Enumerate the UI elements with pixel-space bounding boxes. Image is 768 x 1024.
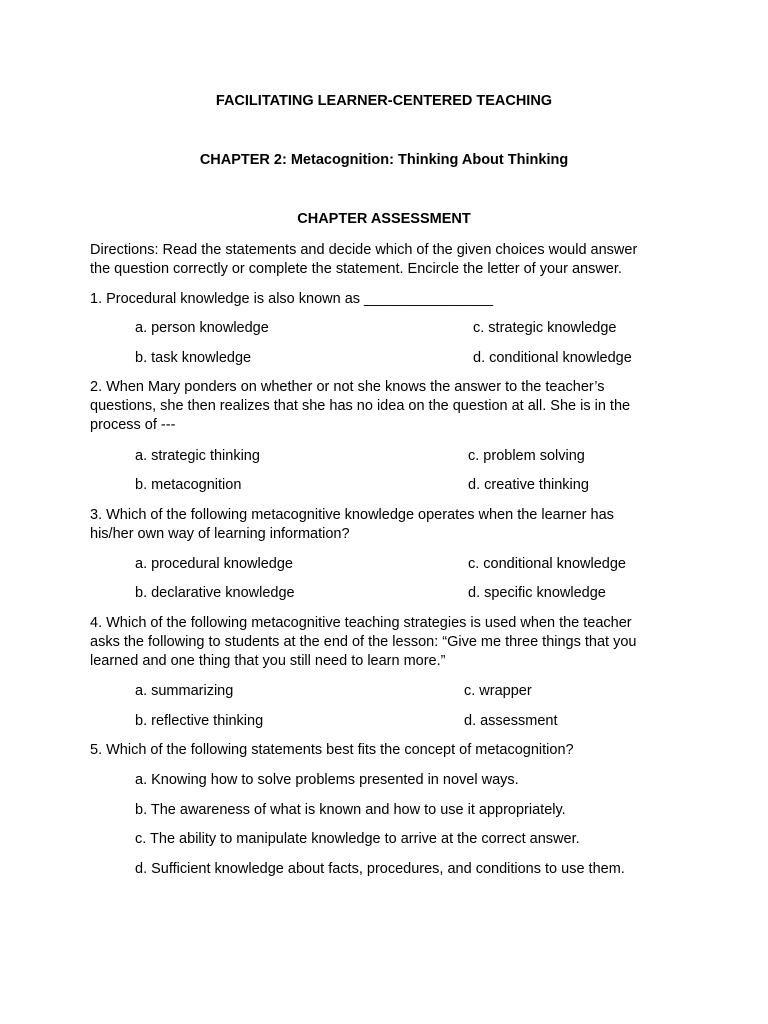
question-2-stem [90,378,690,435]
question-4-choice-d: d. assessment [464,713,558,729]
question-stem-line: questions, she then realizes that she has no idea on the question at all. She is in the [90,398,631,414]
question-stem-line: 3. Which of the following metacognitive knowledge operates when the learner has [90,507,614,523]
question-4-stem [90,614,690,671]
question-1-stem [90,290,690,309]
question-3-choice-a: a. procedural knowledge [135,556,293,572]
question-3-choice-d: d. specific knowledge [468,585,606,601]
question-stem-line: his/her own way of learning information? [90,526,350,542]
question-stem-line: 2. When Mary ponders on whether or not she knows the answer to the teacher’s [90,379,605,395]
question-stem-line: 4. Which of the following metacognitive teaching strategies is used when the teacher [90,615,632,631]
question-3-choice-b: b. declarative knowledge [135,585,295,601]
question-2-choice-c: c. problem solving [468,448,585,464]
question-1-choice-c: c. strategic knowledge [473,320,617,336]
question-1-choice-d: d. conditional knowledge [473,350,632,366]
question-2-choice-b: b. metacognition [135,477,242,493]
question-3-choice-c: c. conditional knowledge [468,556,626,572]
assessment-title: CHAPTER ASSESSMENT [297,211,471,227]
chapter-title: CHAPTER 2: Metacognition: Thinking About Thinking [199,152,569,168]
question-4-choice-c: c. wrapper [464,683,532,699]
question-2-choice-a: a. strategic thinking [135,448,260,464]
question-stem-line: process of --- [90,417,176,433]
question-3-stem [90,506,690,544]
question-1-choice-a: a. person knowledge [135,320,269,336]
directions [90,241,690,279]
question-4-choice-b: b. reflective thinking [135,713,264,729]
directions-line: the question correctly or complete the statement. Encircle the letter of your answer. [90,261,622,277]
question-stem-line: learned and one thing that you still need to learn more.” [90,653,446,669]
question-5-choice-c: c. The ability to manipulate knowledge to arrive at the correct answer. [135,831,580,847]
question-stem-line: asks the following to students at the end of the lesson: “Give me three things that you [90,634,637,650]
course-title: FACILITATING LEARNER-CENTERED TEACHING [215,93,553,109]
question-stem-line: 1. Procedural knowledge is also known as ________________ [90,291,494,307]
question-2-choice-d: d. creative thinking [468,477,589,493]
question-5-choice-d: d. Sufficient knowledge about facts, procedures, and conditions to use them. [135,861,625,877]
question-1-choice-b: b. task knowledge [135,350,252,366]
question-5-choice-a: a. Knowing how to solve problems presented in novel ways. [135,772,519,788]
question-5-stem [90,741,690,760]
question-5-choice-b: b. The awareness of what is known and how to use it appropriately. [135,802,566,818]
question-stem-line: 5. Which of the following statements best fits the concept of metacognition? [90,742,574,758]
question-4-choice-a: a. summarizing [135,683,234,699]
directions-line: Directions: Read the statements and decide which of the given choices would answer [90,242,638,258]
